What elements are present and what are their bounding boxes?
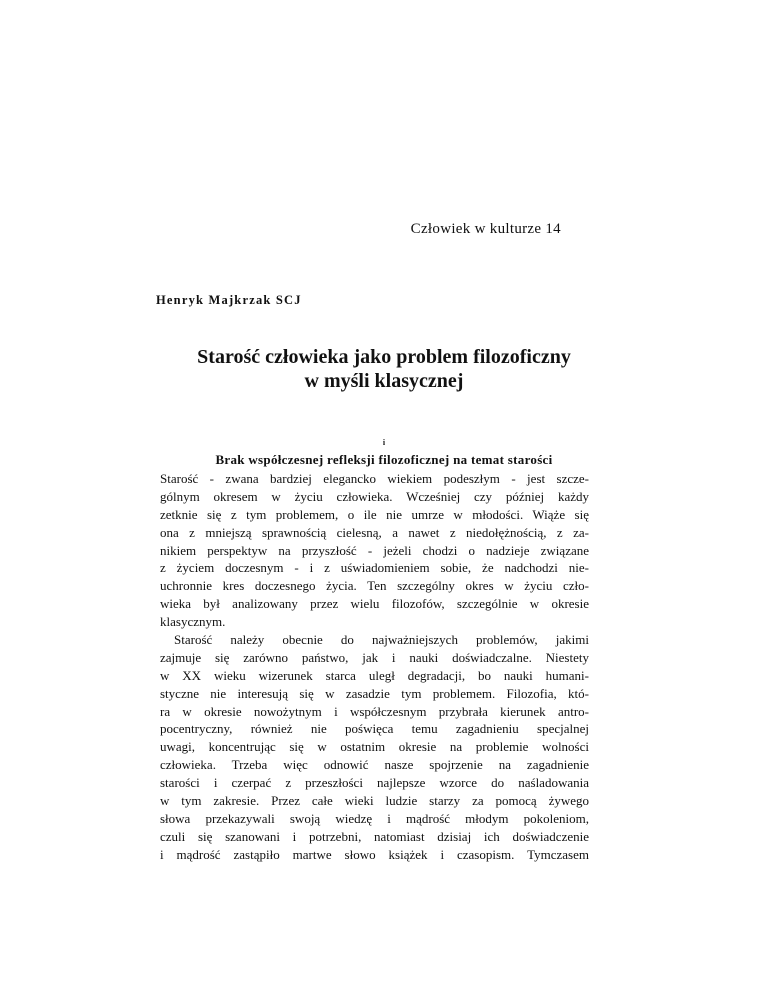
body-line: słowa przekazywali swoją wiedzę i mądrość młodym pokoleniom, — [160, 810, 589, 826]
body-line: pocentryczny, również nie poświęca temu zagadnieniu specjalnej — [160, 721, 589, 737]
body-line: styczne nie interesują się w zasadzie tym problemem. Filozofia, któ- — [160, 685, 589, 701]
section-heading: Brak współczesnej refleksji filozoficznej na temat starości — [215, 452, 553, 467]
body-line: klasycznym. — [160, 614, 226, 630]
body-line: w XX wieku wizerunek starca uległ degradacji, bo nauki humani- — [160, 667, 589, 683]
body-line: w tym zakresie. Przez całe wieki ludzie starzy za pomocą żywego — [160, 793, 589, 809]
body-line: ona z mniejszą sprawnością cielesną, a nawet z niedołężnością, z za- — [160, 524, 589, 540]
author-name: Henryk Majkrzak SCJ — [156, 293, 302, 307]
body-line: Starość należy obecnie do najważniejszych problemów, jakimi — [174, 632, 589, 648]
body-line: Starość - zwana bardziej elegancko wiekiem podeszłym - jest szcze- — [160, 471, 589, 486]
body-line: uchronnie kres doczesnego życia. Ten szczególny okres w życiu czło- — [160, 578, 589, 594]
article-title — [120, 345, 648, 393]
running-head: Człowiek w kulturze 14 — [410, 221, 561, 237]
body-line: z życiem doczesnym - i z uświadomieniem sobie, że nadchodzi nie- — [160, 560, 589, 576]
body-line: zajmuje się zarówno państwo, jak i nauki doświadczalne. Niestety — [160, 649, 589, 665]
article-title-line: w myśli klasycznej — [304, 370, 464, 392]
body-line: ra w okresie nowożytnym i współczesnym przybrała kierunek antro- — [160, 703, 589, 719]
body-line: czuli się szanowani i potrzebni, natomiast dzisiaj ich doświadczenie — [160, 828, 589, 844]
body-line: wieka był analizowany przez wielu filozofów, szczególnie w okresie — [160, 596, 589, 612]
body-line: gólnym okresem w życiu człowieka. Wcześniej czy później każdy — [160, 488, 589, 504]
body-line: uwagi, koncentrując się w ostatnim okresie na problemie wolności — [160, 739, 589, 755]
body-line: zetknie się z tym problemem, o ile nie umrze w młodości. Wiąże się — [160, 506, 589, 522]
body-line: nikiem perspektyw na przyszłość - jeżeli chodzi o nadzieje związane — [160, 542, 589, 558]
body-line: starości i czerpać z przeszłości najlepsze wzorce do naśladowania — [160, 775, 589, 791]
body-text — [160, 470, 589, 864]
article-title-line: Starość człowieka jako problem filozoficzny — [197, 346, 571, 368]
body-line: i mądrość zastąpiło martwe słowo książek i czasopism. Tymczasem — [160, 846, 589, 862]
section-number: i — [382, 438, 386, 447]
body-line: człowieka. Trzeba więc odnowić nasze spojrzenie na zagadnienie — [160, 757, 589, 773]
